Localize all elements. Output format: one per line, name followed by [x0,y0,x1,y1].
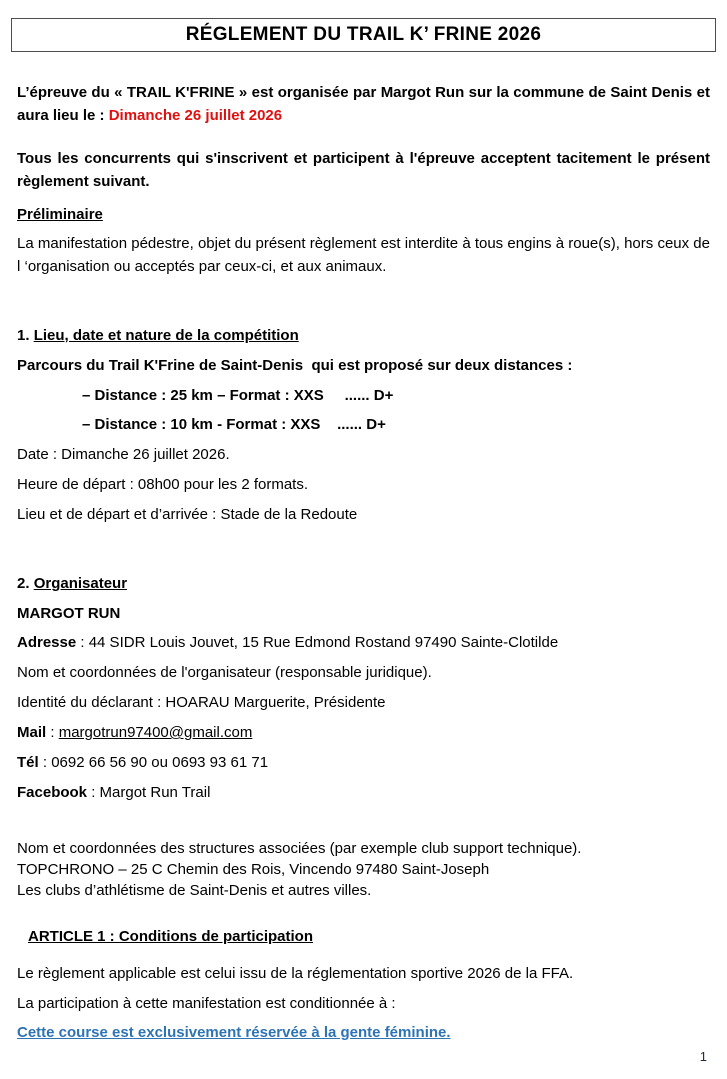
document-title-box [11,18,716,52]
paragraph-date: Date : Dimanche 26 juillet 2026. [17,446,230,463]
adresse-value: : 44 SIDR Louis Jouvet, 15 Rue Edmond Rostand 97490 Sainte-Clotilde [76,634,559,651]
tel-value: : 0692 66 56 90 ou 0693 93 61 71 [38,754,269,771]
distance-item-10km: – Distance : 10 km - Format : XXS ...... D+ [82,416,386,433]
tel-label: Tél [17,754,39,771]
paragraph-heure-depart: Heure de départ : 08h00 pour les 2 formats. [17,476,309,493]
paragraph-acceptance: Tous les concurrents qui s'inscrivent et participent à l'épreuve acceptent tacitement le présent règlement suivant. [17,150,710,190]
paragraph-org-name: MARGOT RUN [17,605,121,622]
structures-line-3: Les clubs d’athlétisme de Saint-Denis et autres villes. [17,882,372,899]
paragraph-course-feminine: Cette course est exclusivement réservée à la gente féminine. [17,1024,451,1041]
page-number: 1 [699,1049,707,1064]
event-date-highlight: Dimanche 26 juillet 2026 [108,107,283,124]
intro-lead-text: L’épreuve du « TRAIL K'FRINE » est organisée par Margot Run sur la commune de Saint Denis et aura lieu le : [17,84,710,124]
heading-preliminaire: Préliminaire [17,206,103,223]
paragraph-tel [17,751,710,774]
section2-title: Organisateur [33,575,128,592]
section1-title: Lieu, date et nature de la compétition [33,327,299,344]
heading-article1: ARTICLE 1 : Conditions de participation [28,928,313,945]
facebook-value: : Margot Run Trail [87,784,211,801]
paragraph-reglement-ffa: Le règlement applicable est celui issu de la réglementation sportive 2026 de la FFA. [17,965,574,982]
distance-item-25km: – Distance : 25 km – Format : XXS ...... D+ [82,387,394,404]
heading-section2 [17,572,710,595]
adresse-label: Adresse [17,634,77,651]
mail-separator: : [46,724,59,741]
paragraph-lieu-depart: Lieu et de départ et d’arrivée : Stade de la Redoute [17,506,358,523]
paragraph-nom-coordonnees: Nom et coordonnées de l'organisateur (responsable juridique). [17,664,432,681]
paragraph-intro [17,81,710,127]
paragraph-preliminaire-body: La manifestation pédestre, objet du présent règlement est interdite à tous engins à roue(s), hors ceux de l ‘organisation ou acceptés par ceux-ci, et aux animaux. [17,235,710,275]
section1-number: 1. [17,327,34,344]
paragraph-identite-declarant: Identité du déclarant : HOARAU Marguerite, Présidente [17,694,386,711]
mail-address-link[interactable]: margotrun97400@gmail.com [58,724,253,741]
paragraph-participation-condition: La participation à cette manifestation est conditionnée à : [17,995,396,1012]
mail-label: Mail [17,724,47,741]
paragraph-parcours: Parcours du Trail K'Frine de Saint-Denis qui est proposé sur deux distances : [17,357,573,374]
heading-section1 [17,324,710,347]
section2-number: 2. [17,575,34,592]
structures-block [17,838,710,901]
paragraph-mail [17,721,710,744]
paragraph-adresse [17,631,710,654]
document-title: RÉGLEMENT DU TRAIL K’ FRINE 2026 [185,24,542,45]
paragraph-facebook [17,781,710,804]
structures-line-2: TOPCHRONO – 25 C Chemin des Rois, Vincendo 97480 Saint-Joseph [17,861,490,878]
structures-line-1: Nom et coordonnées des structures associées (par exemple club support technique). [17,840,582,857]
facebook-label: Facebook [17,784,88,801]
